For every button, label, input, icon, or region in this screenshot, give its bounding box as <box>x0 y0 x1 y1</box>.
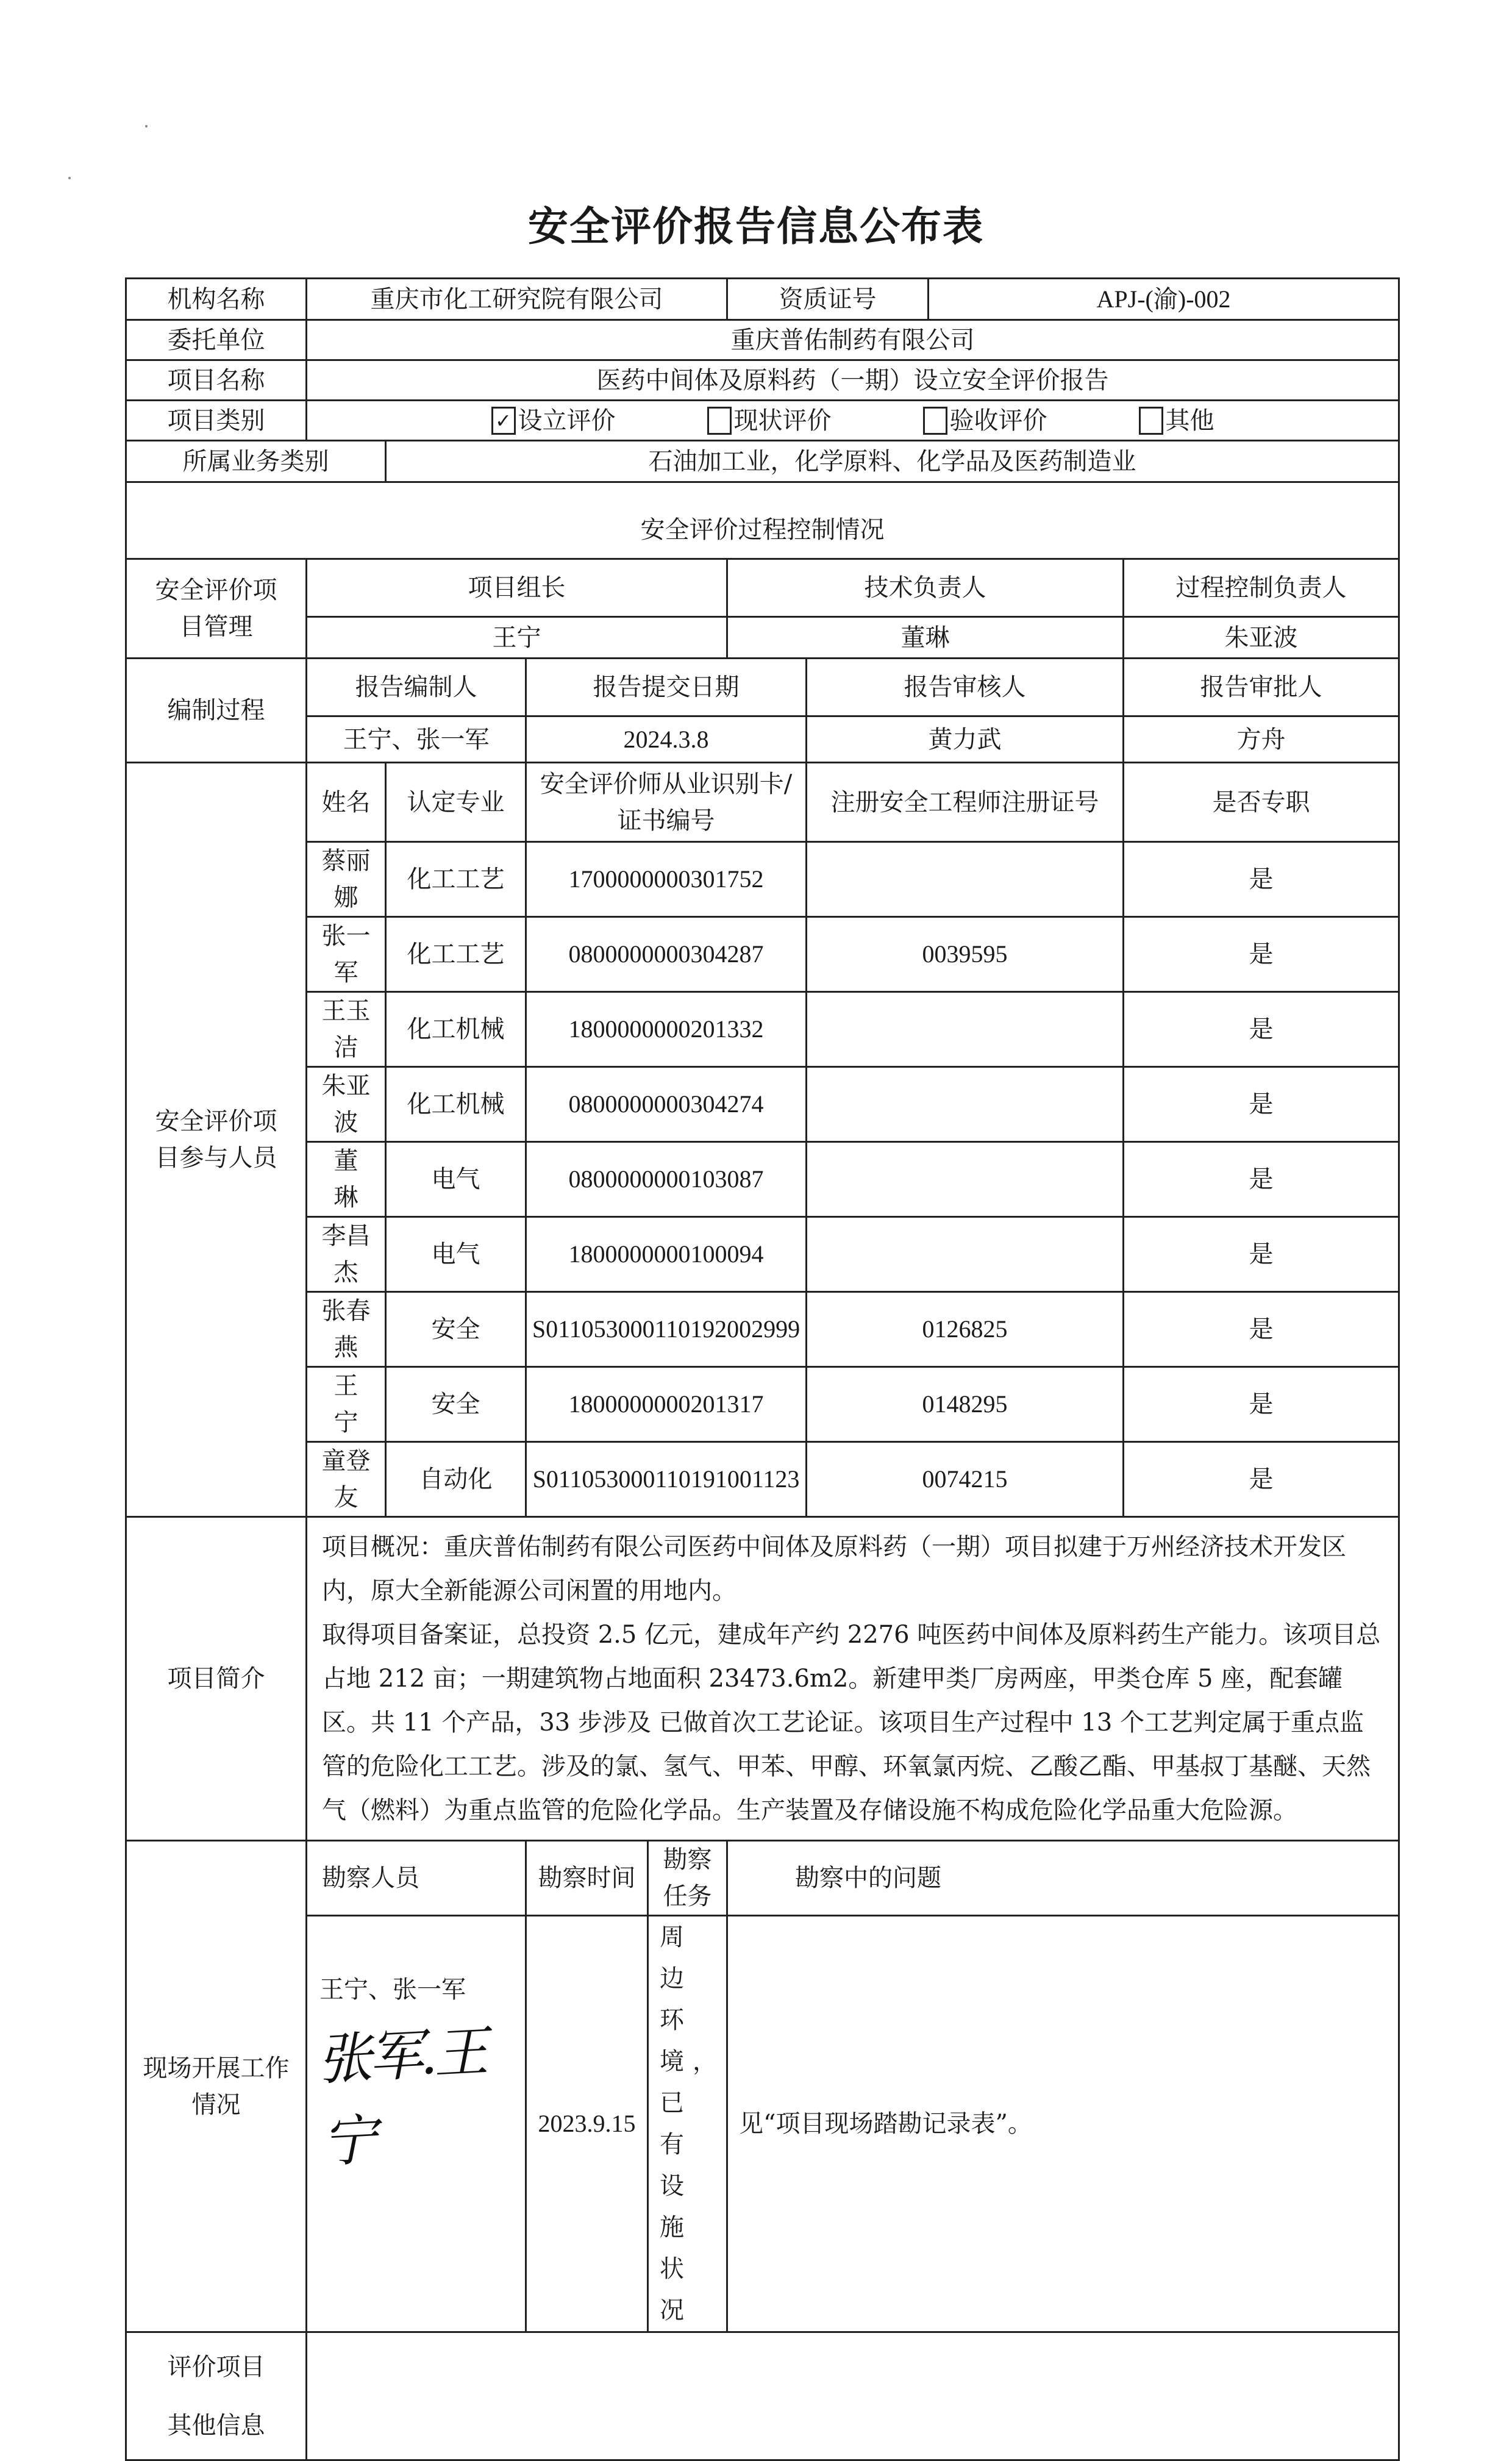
participant-row <box>126 1067 1399 1142</box>
participant-row <box>126 1142 1399 1217</box>
participant-reg-no <box>807 1217 1124 1292</box>
empty-box-icon[interactable] <box>1139 407 1163 435</box>
site-work-header: 勘察人员 <box>307 1841 526 1916</box>
cert-value: APJ-(渝)-002 <box>929 279 1399 320</box>
compilation-value: 王宁、张一军 <box>307 716 526 763</box>
participant-reg-no: 0074215 <box>807 1442 1124 1517</box>
participant-row <box>126 992 1399 1067</box>
participant-specialty: 电气 <box>386 1217 526 1292</box>
participant-reg-no <box>807 1067 1124 1142</box>
process-control-row <box>126 482 1399 559</box>
participant-reg-no: 0126825 <box>807 1292 1124 1367</box>
compilation-label: 编制过程 <box>126 659 307 763</box>
participant-full-time: 是 <box>1124 1367 1399 1442</box>
participant-name: 董 琳 <box>307 1142 386 1217</box>
participant-name: 蔡丽娜 <box>307 842 386 917</box>
scan-speck <box>68 177 71 179</box>
business-category-label: 所属业务类别 <box>126 441 386 482</box>
participant-full-time: 是 <box>1124 1067 1399 1142</box>
other-info-value <box>307 2332 1399 2460</box>
participant-card-no: 1800000000201317 <box>526 1367 807 1442</box>
participant-full-time: 是 <box>1124 992 1399 1067</box>
site-work-label: 现场开展工作情况 <box>126 1841 307 2332</box>
handwritten-signature: 张军.王宁 <box>315 2020 487 2175</box>
participant-full-time: 是 <box>1124 1442 1399 1517</box>
participant-specialty: 化工机械 <box>386 1067 526 1142</box>
project-type-options <box>307 401 1399 441</box>
empty-box-icon[interactable] <box>707 407 732 435</box>
business-category-value: 石油加工业，化学原料、化学品及医药制造业 <box>386 441 1399 482</box>
option-label: 其他 <box>1165 406 1214 435</box>
summary-row <box>126 1517 1399 1841</box>
compilation-value: 黄力武 <box>807 716 1124 763</box>
participant-name: 朱亚波 <box>307 1067 386 1142</box>
participant-specialty: 安全 <box>386 1367 526 1442</box>
participant-name: 王 宁 <box>307 1367 386 1442</box>
org-row <box>126 279 1399 320</box>
participants-header: 注册安全工程师注册证号 <box>807 763 1124 842</box>
participant-row <box>126 1292 1399 1367</box>
participants-header: 认定专业 <box>386 763 526 842</box>
participants-label: 安全评价项目参与人员 <box>126 763 307 1517</box>
project-type-row <box>126 401 1399 441</box>
option-label: 验收评价 <box>949 406 1047 435</box>
project-name-label: 项目名称 <box>126 360 307 401</box>
compilation-header: 报告审核人 <box>807 659 1124 716</box>
management-header-row <box>126 559 1399 617</box>
org-value: 重庆市化工研究院有限公司 <box>307 279 727 320</box>
management-value-row <box>126 617 1399 659</box>
option-label: 现状评价 <box>733 406 832 435</box>
site-work-value-row <box>126 1916 1399 2332</box>
option-other[interactable] <box>1139 402 1214 439</box>
participant-name: 张春燕 <box>307 1292 386 1367</box>
management-label: 安全评价项目管理 <box>126 559 307 659</box>
participant-full-time: 是 <box>1124 1292 1399 1367</box>
participant-specialty: 化工工艺 <box>386 842 526 917</box>
cert-label: 资质证号 <box>727 279 929 320</box>
option-status-evaluation[interactable] <box>707 402 832 439</box>
participant-name: 张一军 <box>307 917 386 992</box>
participant-specialty: 自动化 <box>386 1442 526 1517</box>
participant-row <box>126 842 1399 917</box>
participant-row <box>126 1367 1399 1442</box>
site-work-header: 勘察时间 <box>526 1841 648 1916</box>
participant-row <box>126 917 1399 992</box>
page-title: 安全评价报告信息公布表 <box>528 203 984 250</box>
empty-box-icon[interactable] <box>923 407 947 435</box>
summary-content <box>307 1517 1399 1841</box>
site-work-header-row <box>126 1841 1399 1916</box>
compilation-value: 方舟 <box>1124 716 1399 763</box>
compilation-value-row <box>126 716 1399 763</box>
participant-reg-no <box>807 842 1124 917</box>
participant-full-time: 是 <box>1124 1217 1399 1292</box>
participant-reg-no: 0148295 <box>807 1367 1124 1442</box>
site-work-date: 2023.9.15 <box>526 1916 648 2332</box>
info-table <box>125 277 1400 2461</box>
participants-header-row <box>126 763 1399 842</box>
participant-name: 王玉洁 <box>307 992 386 1067</box>
checked-box-icon[interactable]: ✓ <box>491 407 516 435</box>
summary-paragraph: 取得项目备案证，总投资 2.5 亿元，建成年产约 2276 吨医药中间体及原料药生产能力。该项目总占地 212 亩；一期建筑物占地面积 23473.6m2。新建甲类厂房两座，甲类仓库 5 座，配套罐区。共 11 个产品，33 步涉及 已做首次工艺论证。该项目生产过程中 13 个工艺判定属于重点监管的危险化工工艺。涉及的氯、氢气、甲苯、甲醇、环氧氯丙烷、乙酸乙酯、甲基叔丁基醚、天然气（燃料）为重点监管的危险化学品。生产装置及存储设施不构成危险化学品重大危险源。 <box>322 1621 1381 1824</box>
site-work-personnel: 王宁、张一军 <box>319 1976 466 2004</box>
participant-full-time: 是 <box>1124 1142 1399 1217</box>
participant-specialty: 化工机械 <box>386 992 526 1067</box>
participants-header: 姓名 <box>307 763 386 842</box>
client-value: 重庆普佑制药有限公司 <box>307 320 1399 360</box>
org-label: 机构名称 <box>126 279 307 320</box>
participant-specialty: 化工工艺 <box>386 917 526 992</box>
other-info-label: 评价项目其他信息 <box>126 2332 307 2460</box>
participant-card-no: 1800000000201332 <box>526 992 807 1067</box>
site-work-personnel-cell <box>307 1916 526 2332</box>
site-work-header: 勘察任务 <box>648 1841 727 1916</box>
compilation-value: 2024.3.8 <box>526 716 807 763</box>
project-type-label: 项目类别 <box>126 401 307 441</box>
participant-card-no: 0800000000103087 <box>526 1142 807 1217</box>
summary-paragraph: 项目概况：重庆普佑制药有限公司医药中间体及原料药（一期）项目拟建于万州经济技术开发区内，原大全新能源公司闲置的用地内。 <box>322 1533 1346 1605</box>
participant-full-time: 是 <box>1124 842 1399 917</box>
participant-card-no: 1800000000100094 <box>526 1217 807 1292</box>
summary-label: 项目简介 <box>126 1517 307 1841</box>
participant-full-time: 是 <box>1124 917 1399 992</box>
management-value: 王宁 <box>307 617 727 659</box>
participant-reg-no: 0039595 <box>807 917 1124 992</box>
project-name-value: 医药中间体及原料药（一期）设立安全评价报告 <box>307 360 1399 401</box>
process-control-heading: 安全评价过程控制情况 <box>126 482 1399 559</box>
site-work-task: 周边环境，已有设施状况 <box>648 1916 727 2332</box>
client-row <box>126 320 1399 360</box>
compilation-header: 报告审批人 <box>1124 659 1399 716</box>
participant-reg-no <box>807 1142 1124 1217</box>
participant-name: 童登友 <box>307 1442 386 1517</box>
participant-card-no: S011053000110192002999 <box>526 1292 807 1367</box>
site-work-header: 勘察中的问题 <box>727 1841 1399 1916</box>
management-header: 技术负责人 <box>727 559 1124 617</box>
participants-header: 安全评价师从业识别卡/证书编号 <box>526 763 807 842</box>
project-name-row <box>126 360 1399 401</box>
client-label: 委托单位 <box>126 320 307 360</box>
participant-card-no: 0800000000304274 <box>526 1067 807 1142</box>
participant-card-no: S011053000110191001123 <box>526 1442 807 1517</box>
participant-row <box>126 1442 1399 1517</box>
participant-card-no: 0800000000304287 <box>526 917 807 992</box>
participant-reg-no <box>807 992 1124 1067</box>
option-setup-evaluation[interactable] <box>491 402 616 439</box>
compilation-header: 报告编制人 <box>307 659 526 716</box>
participant-specialty: 安全 <box>386 1292 526 1367</box>
business-category-row <box>126 441 1399 482</box>
scan-speck <box>145 125 148 127</box>
management-value: 董琳 <box>727 617 1124 659</box>
participants-header: 是否专职 <box>1124 763 1399 842</box>
option-label: 设立评价 <box>518 406 616 435</box>
option-acceptance-evaluation[interactable] <box>923 402 1047 439</box>
participant-name: 李昌杰 <box>307 1217 386 1292</box>
participant-card-no: 1700000000301752 <box>526 842 807 917</box>
management-value: 朱亚波 <box>1124 617 1399 659</box>
site-work-issues: 见“项目现场踏勘记录表”。 <box>727 1916 1399 2332</box>
participant-specialty: 电气 <box>386 1142 526 1217</box>
management-header: 项目组长 <box>307 559 727 617</box>
compilation-header-row <box>126 659 1399 716</box>
other-info-row <box>126 2332 1399 2460</box>
compilation-header: 报告提交日期 <box>526 659 807 716</box>
participant-row <box>126 1217 1399 1292</box>
management-header: 过程控制负责人 <box>1124 559 1399 617</box>
